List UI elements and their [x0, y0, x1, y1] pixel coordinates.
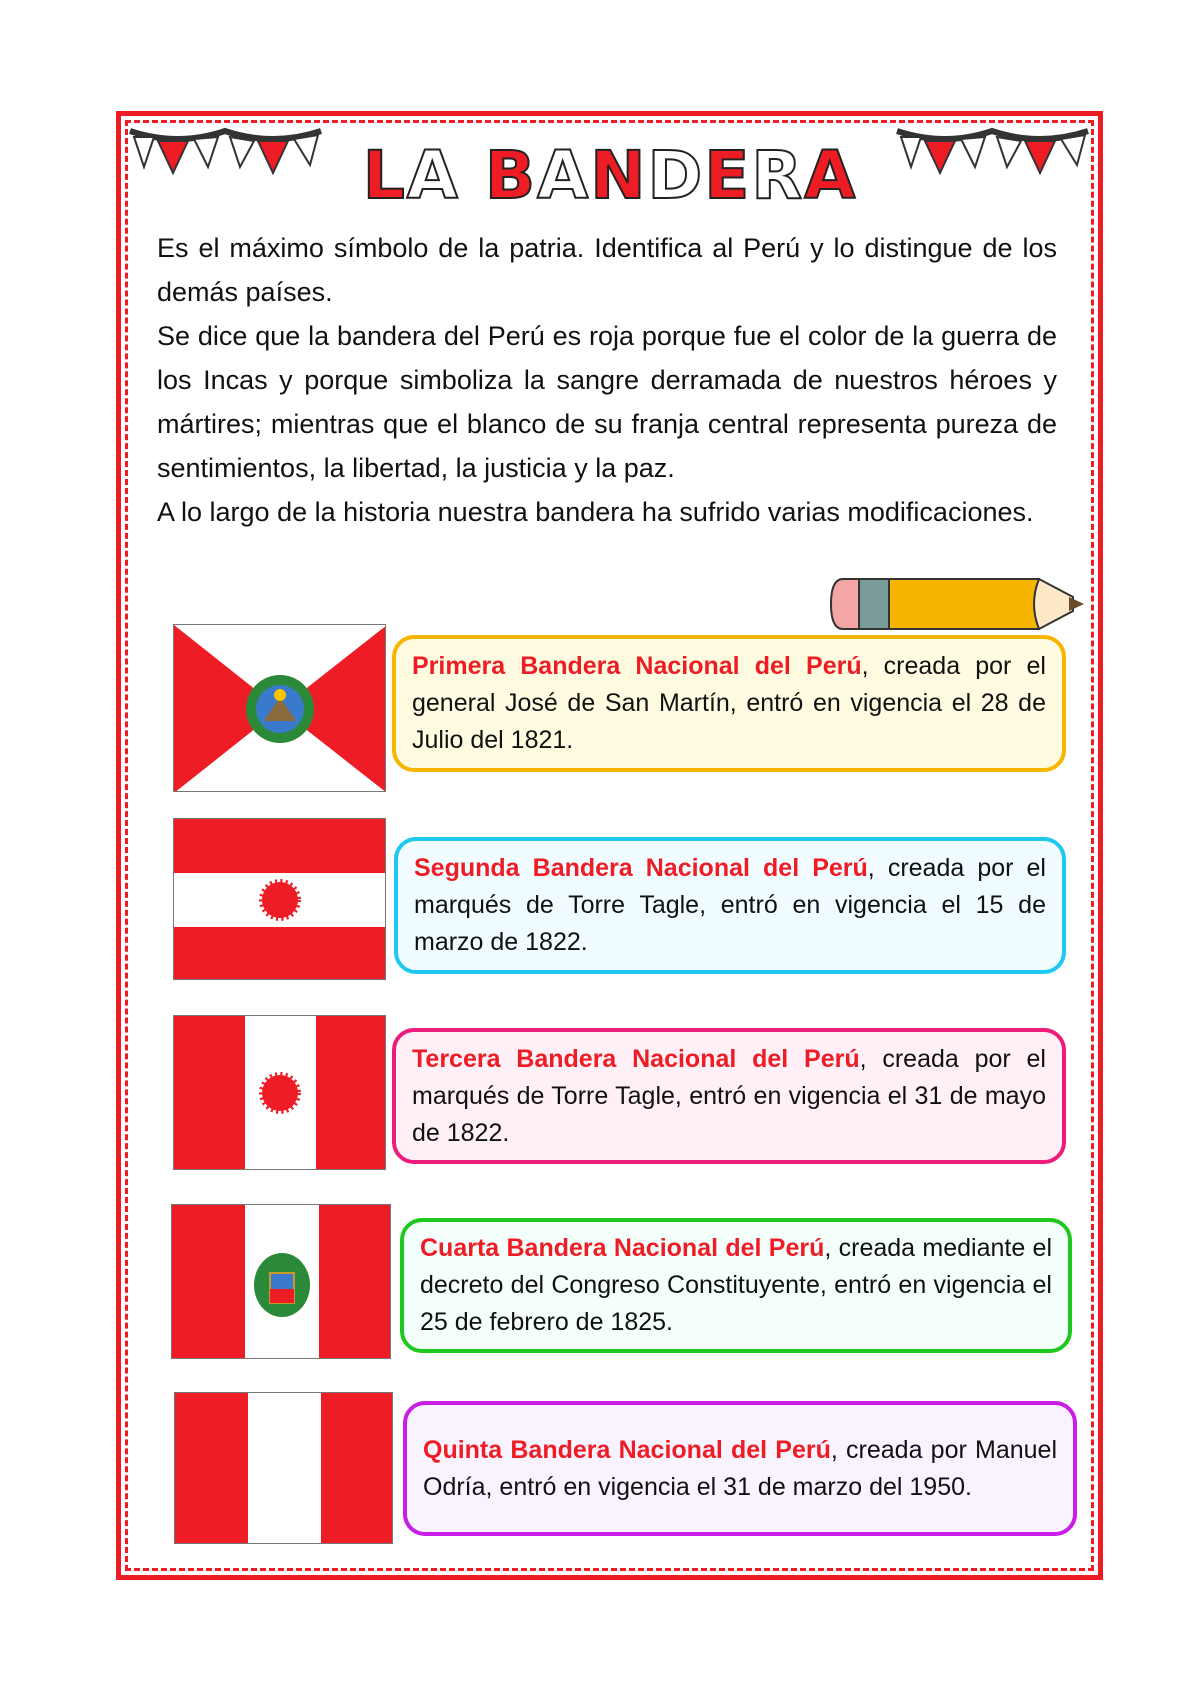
- flag-description-fifth: [403, 1401, 1077, 1536]
- flag-text: , creada por Manuel Odría, entró en vigencia el 31 de marzo del 1950.: [423, 1435, 1057, 1501]
- flag-third: [173, 1015, 386, 1170]
- flag-text: , creada por el general José de San Martín, entró en vigencia el 28 de Julio del 1821.: [412, 652, 1046, 754]
- intro-paragraph: Es el máximo símbolo de la patria. Identifica al Perú y lo distingue de los demás países.: [157, 233, 1057, 307]
- title-letter: [460, 137, 485, 214]
- flag-heading: Segunda Bandera Nacional del Perú: [414, 854, 868, 882]
- flag-heading: Quinta Bandera Nacional del Perú: [423, 1435, 831, 1464]
- title-letter: A: [406, 137, 460, 214]
- flag-description-second: [394, 837, 1066, 974]
- flag-text: , creada por el marqués de Torre Tagle, entró en vigencia el 15 de marzo de 1822.: [414, 854, 1046, 956]
- flag-fourth: [171, 1204, 391, 1359]
- flag-heading: Primera Bandera Nacional del Perú: [412, 652, 862, 680]
- flag-second: [173, 818, 386, 980]
- title-letter: R: [751, 137, 805, 214]
- fourth-flag-icon: [172, 1205, 391, 1359]
- flag-heading: Cuarta Bandera Nacional del Perú: [420, 1234, 825, 1262]
- intro-paragraph: Se dice que la bandera del Perú es roja porque fue el color de la guerra de los Incas y porque simboliza la sangre derramada de nuestros héroes y mártires; mientras que el blanco de su franja central representa pureza de sentimientos, la libertad, la justicia y la paz.: [157, 321, 1057, 483]
- page-title: [330, 138, 890, 214]
- flag-text: , creada por el marqués de Torre Tagle, entró en vigencia el 31 de mayo de 1822.: [412, 1044, 1046, 1147]
- title-letter: A: [537, 137, 591, 214]
- flag-description-third: [392, 1028, 1066, 1164]
- title-letter: N: [590, 137, 648, 214]
- intro-paragraph: A lo largo de la historia nuestra bandera ha sufrido varias modificaciones.: [157, 497, 1034, 527]
- title-letter: D: [647, 137, 705, 214]
- flag-description-first: [392, 635, 1066, 772]
- title-letter: A: [804, 137, 858, 214]
- bunting-left-icon: [128, 125, 323, 175]
- flag-description-fourth: [400, 1218, 1072, 1353]
- second-flag-icon: [174, 819, 386, 980]
- title-letter: L: [362, 137, 407, 214]
- bunting-right-icon: [895, 125, 1090, 175]
- pencil-icon: [829, 575, 1085, 633]
- title-letter: B: [484, 137, 538, 214]
- flag-heading: Tercera Bandera Nacional del Perú: [412, 1044, 860, 1073]
- first-flag-icon: [174, 625, 386, 792]
- flag-first: [173, 624, 386, 792]
- title-letter: E: [704, 137, 752, 214]
- flag-text: , creada mediante el decreto del Congreso Constituyente, entró en vigencia el 25 de febrero de 1825.: [420, 1234, 1052, 1336]
- fifth-flag-icon: [175, 1393, 393, 1544]
- flag-fifth: [174, 1392, 393, 1544]
- intro-text: [157, 226, 1057, 534]
- third-flag-icon: [174, 1016, 386, 1170]
